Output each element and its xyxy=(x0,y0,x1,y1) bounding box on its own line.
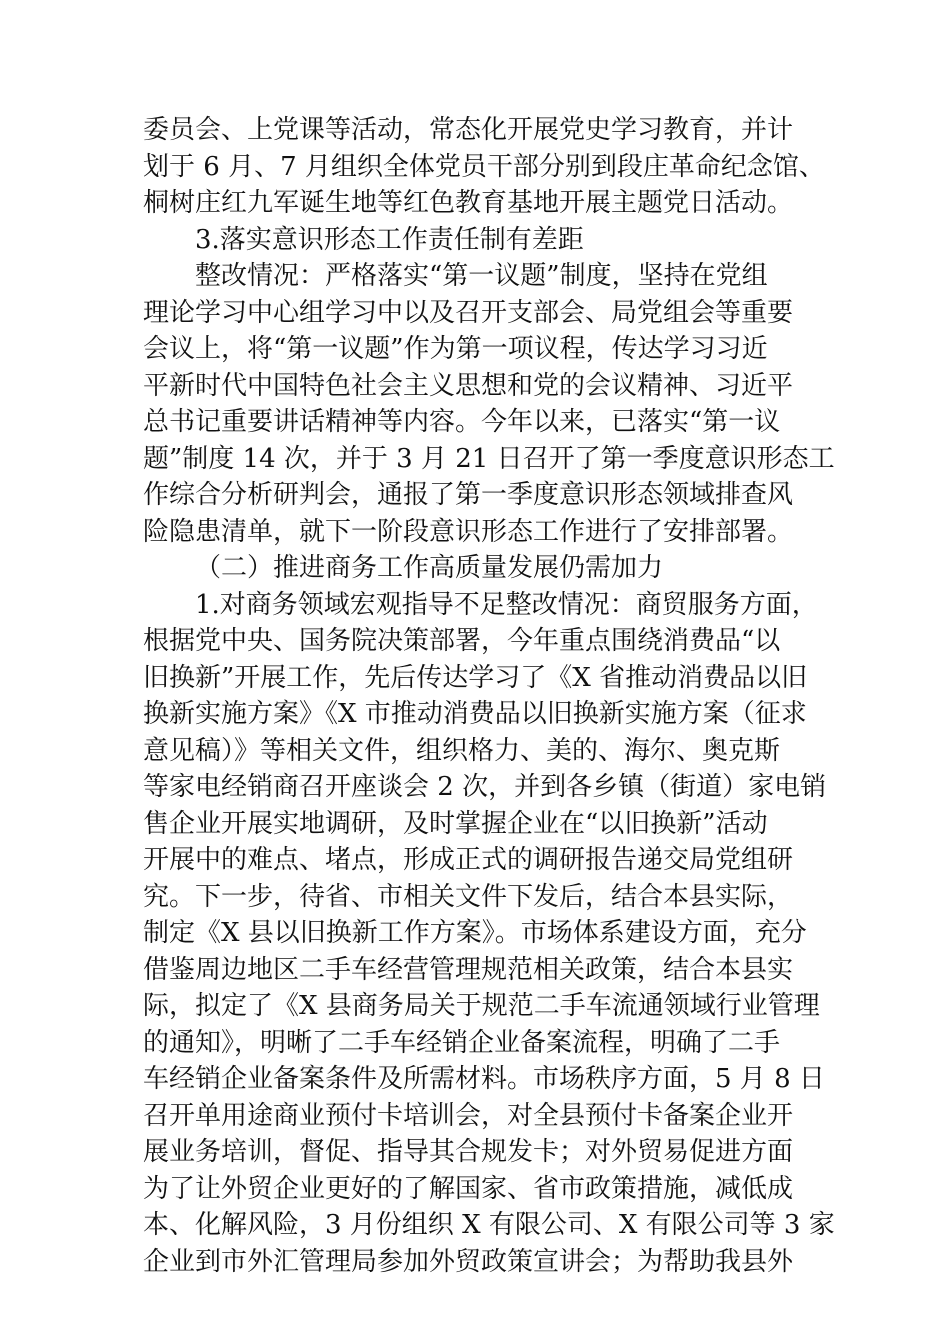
text-line: 际，拟定了《X 县商务局关于规范二手车流通领域行业管理 xyxy=(143,991,820,1021)
text-line: 售企业开展实地调研，及时掌握企业在“以旧换新”活动 xyxy=(143,808,768,839)
text-line: 根据党中央、国务院决策部署，今年重点围绕消费品“以 xyxy=(143,626,781,656)
text-line: 险隐患清单，就下一阶段意识形态工作进行了安排部署。 xyxy=(143,516,794,547)
text-line: 划于 6 月、7 月组织全体党员干部分别到段庄革命纪念馆、 xyxy=(143,151,825,182)
text-line: 会议上，将“第一议题”作为第一项议程，传达学习习近 xyxy=(143,334,768,364)
text-line: 委员会、上党课等活动，常态化开展党史学习教育，并计 xyxy=(143,115,794,145)
text-line: 为了让外贸企业更好的了解国家、省市政策措施，减低成 xyxy=(143,1173,794,1204)
text-line: 1.对商务领域宏观指导不足整改情况：商贸服务方面， xyxy=(195,589,818,620)
text-line: 等家电经销商召开座谈会 2 次，并到各乡镇（街道）家电销 xyxy=(143,772,827,802)
text-line: 开展中的难点、堵点，形成正式的调研报告递交局党组研 xyxy=(143,845,794,875)
text-line: 桐树庄红九军诞生地等红色教育基地开展主题党日活动。 xyxy=(143,188,794,218)
text-line: 本、化解风险，3 月份组织 X 有限公司、X 有限公司等 3 家 xyxy=(143,1210,835,1240)
text-line: 企业到市外汇管理局参加外贸政策宣讲会；为帮助我县外 xyxy=(143,1246,794,1277)
text-line: 制定《X 县以旧换新工作方案》。市场体系建设方面，充分 xyxy=(143,918,807,948)
document-body xyxy=(143,112,835,1280)
text-line: 总书记重要讲话精神等内容。今年以来，已落实“第一议 xyxy=(143,407,781,437)
text-line: 展业务培训，督促、指导其合规发卡；对外贸易促进方面 xyxy=(143,1137,794,1167)
text-line: 3.落实意识形态工作责任制有差距 xyxy=(195,224,584,255)
text-line: 旧换新”开展工作，先后传达学习了《X 省推动消费品以旧 xyxy=(143,662,808,693)
text-line: 意见稿）》等相关文件，组织格力、美的、海尔、奥克斯 xyxy=(143,735,781,766)
text-line: 理论学习中心组学习中以及召开支部会、局党组会等重要 xyxy=(143,297,794,328)
text-line: 究。下一步，待省、市相关文件下发后，结合本县实际， xyxy=(143,881,794,912)
text-line: 作综合分析研判会，通报了第一季度意识形态领域排查风 xyxy=(143,480,794,510)
text-line: 整改情况：严格落实“第一议题”制度，坚持在党组 xyxy=(195,261,768,291)
text-line: 召开单用途商业预付卡培训会，对全县预付卡备案企业开 xyxy=(143,1100,794,1131)
text-line: 借鉴周边地区二手车经营管理规范相关政策，结合本县实 xyxy=(143,954,794,985)
text-line: 题”制度 14 次，并于 3 月 21 日召开了第一季度意识形态工 xyxy=(143,443,835,474)
text-line: 换新实施方案》《X 市推动消费品以旧换新实施方案（征求 xyxy=(143,699,807,729)
text-line: 的通知》，明晰了二手车经销企业备案流程，明确了二手 xyxy=(143,1027,781,1058)
text-line: 平新时代中国特色社会主义思想和党的会议精神、习近平 xyxy=(143,370,794,401)
text-line: （二）推进商务工作高质量发展仍需加力 xyxy=(195,553,664,583)
text-line: 车经销企业备案条件及所需材料。市场秩序方面，5 月 8 日 xyxy=(143,1064,825,1094)
